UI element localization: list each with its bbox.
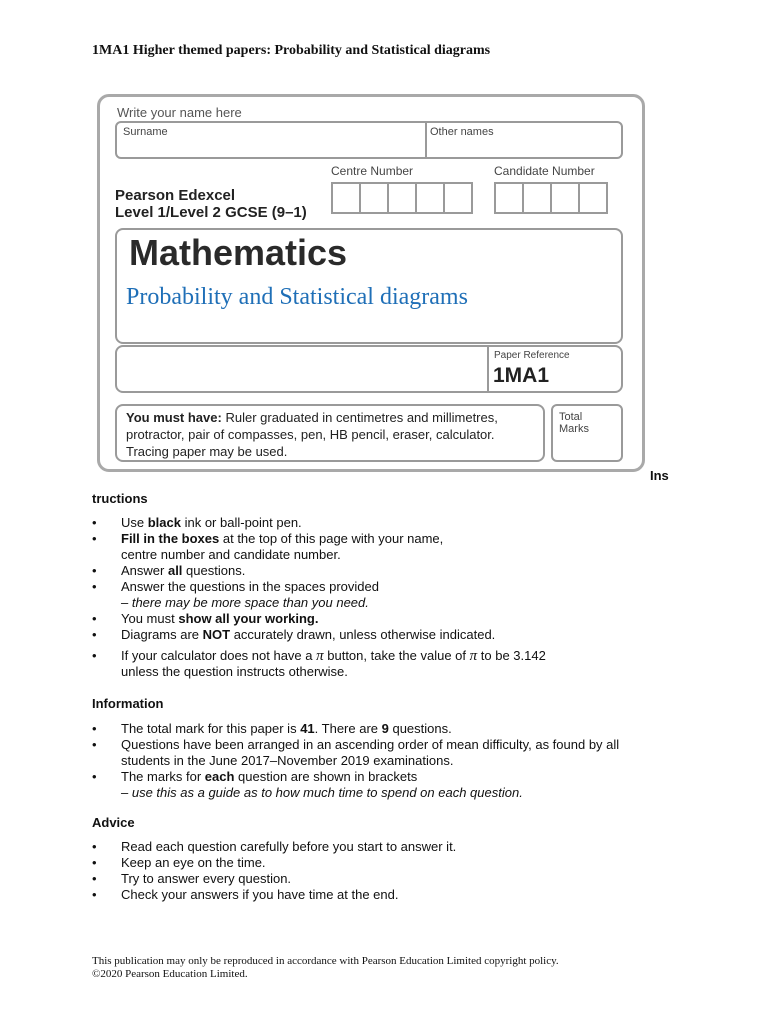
information-list: [92, 721, 712, 801]
must-have-label: You must have:: [126, 410, 222, 425]
footer: [92, 955, 559, 981]
other-names-label: Other names: [430, 126, 494, 138]
copyright-policy: This publication may only be reproduced in accordance with Pearson Education Limited copyright policy.: [92, 955, 559, 967]
list-item: • Read each question carefully before you start to answer it.: [92, 839, 712, 855]
advice-list: [92, 839, 712, 903]
list-item: • Fill in the boxes at the top of this page with your name, centre number and candidate number.: [92, 531, 712, 563]
list-item: • You must show all your working.: [92, 611, 712, 627]
centre-number-boxes[interactable]: [331, 182, 471, 214]
instructions-heading-part2: tructions: [92, 491, 148, 506]
ref-divider: [487, 347, 489, 391]
paper-reference-code: 1MA1: [493, 364, 550, 387]
surname-label: Surname: [123, 126, 168, 138]
list-item: • Try to answer every question.: [92, 871, 712, 887]
list-item: • If your calculator does not have a π button, take the value of π to be 3.142 unless the question instructs otherwise.: [92, 648, 712, 680]
instructions-list: [92, 515, 712, 680]
list-item: • The total mark for this paper is 41. There are 9 questions.: [92, 721, 712, 737]
instructions-heading-part1: Ins: [650, 468, 669, 483]
must-have-box: [115, 404, 545, 462]
name-divider: [425, 123, 427, 157]
paper-reference-box: [115, 345, 623, 393]
total-marks-box: [551, 404, 623, 462]
write-name-label: Write your name here: [117, 105, 242, 120]
pi-symbol: π: [316, 648, 324, 664]
information-heading: Information: [92, 696, 164, 711]
centre-number-label: Centre Number: [331, 164, 414, 178]
candidate-number-label: Candidate Number: [494, 164, 595, 178]
list-item: • Answer the questions in the spaces provided – there may be more space than you need.: [92, 579, 712, 611]
board-name: Pearson Edexcel: [115, 187, 236, 204]
list-item: • The marks for each question are shown in brackets – use this as a guide as to how much time to spend on each question.: [92, 769, 712, 801]
candidate-number-boxes[interactable]: [494, 182, 606, 214]
list-item: • Keep an eye on the time.: [92, 855, 712, 871]
total-marks-label: Total Marks: [559, 411, 589, 435]
title-box: [115, 228, 623, 344]
name-box: [115, 121, 623, 159]
list-item: • Diagrams are NOT accurately drawn, unless otherwise indicated.: [92, 627, 712, 643]
must-have-text: Ruler graduated in centimetres and millimetres, protractor, pair of compasses, pen, HB pencil, eraser, calculator. Tracing paper may be used.: [126, 410, 498, 459]
list-item: • Answer all questions.: [92, 563, 712, 579]
pi-symbol: π: [469, 648, 478, 664]
list-item: • Use black ink or ball-point pen.: [92, 515, 712, 531]
paper-reference-label: Paper Reference: [494, 350, 570, 361]
advice-heading: Advice: [92, 815, 135, 830]
list-item: • Questions have been arranged in an ascending order of mean difficulty, as found by all students in the June 2017–November 2019 examinations.: [92, 737, 712, 769]
paper-subtitle: Probability and Statistical diagrams: [126, 284, 468, 310]
subject-title: Mathematics: [129, 232, 348, 273]
board-level: Level 1/Level 2 GCSE (9–1): [115, 204, 307, 221]
copyright-notice: ©2020 Pearson Education Limited.: [92, 968, 248, 980]
exam-board: [115, 187, 307, 221]
page-header-title: 1MA1 Higher themed papers: Probability and Statistical diagrams: [92, 43, 491, 58]
list-item: • Check your answers if you have time at the end.: [92, 887, 712, 903]
